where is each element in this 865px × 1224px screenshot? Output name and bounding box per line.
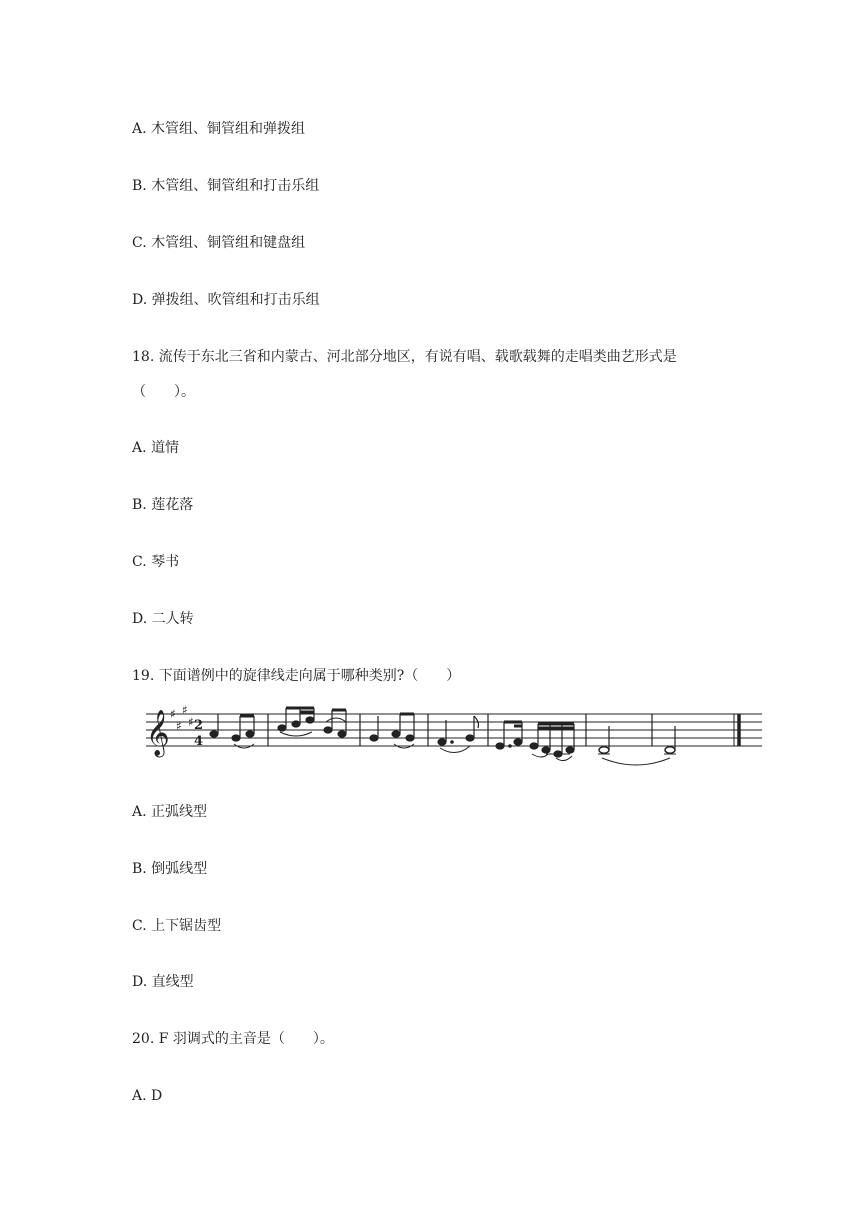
time-signature-top: 2 [194,718,204,733]
q17-option-a: A. 木管组、铜管组和弹拨组 [132,121,306,137]
q20-option-a: A. D [132,1088,163,1104]
svg-text:♯: ♯ [188,715,194,729]
q19-option-c: C. 上下锯齿型 [132,918,222,934]
q17-option-d: D. 弹拨组、吹管组和打击乐组 [132,292,320,308]
svg-text:♯: ♯ [182,703,188,717]
key-signature [170,703,194,733]
music-score [144,702,764,768]
treble-clef-icon: 𝄞 [146,710,170,756]
q19-option-b: B. 倒弧线型 [132,861,208,877]
q18-stem-line1: 18. 流传于东北三省和内蒙古、河北部分地区，有说有唱、载歌载舞的走唱类曲艺形式是 [132,349,677,365]
q18-option-b: B. 莲花落 [132,497,194,513]
q19-stem: 19. 下面谱例中的旋律线走向属于哪种类别?（ ） [132,668,461,684]
q17-option-b: B. 木管组、铜管组和打击乐组 [132,178,320,194]
time-signature-bottom: 4 [194,734,204,749]
q18-option-c: C. 琴书 [132,554,180,570]
q18-option-a: A. 道情 [132,440,180,456]
q20-stem: 20. F 羽调式的主音是（ ）。 [132,1031,334,1047]
q19-option-a: A. 正弧线型 [132,804,208,820]
q18-option-d: D. 二人转 [132,611,194,627]
q18-stem-line2: （ ）。 [132,384,195,400]
svg-text:♯: ♯ [170,707,176,721]
q17-option-c: C. 木管组、铜管组和键盘组 [132,235,306,251]
q19-option-d: D. 直线型 [132,974,194,990]
svg-text:♯: ♯ [176,719,182,733]
